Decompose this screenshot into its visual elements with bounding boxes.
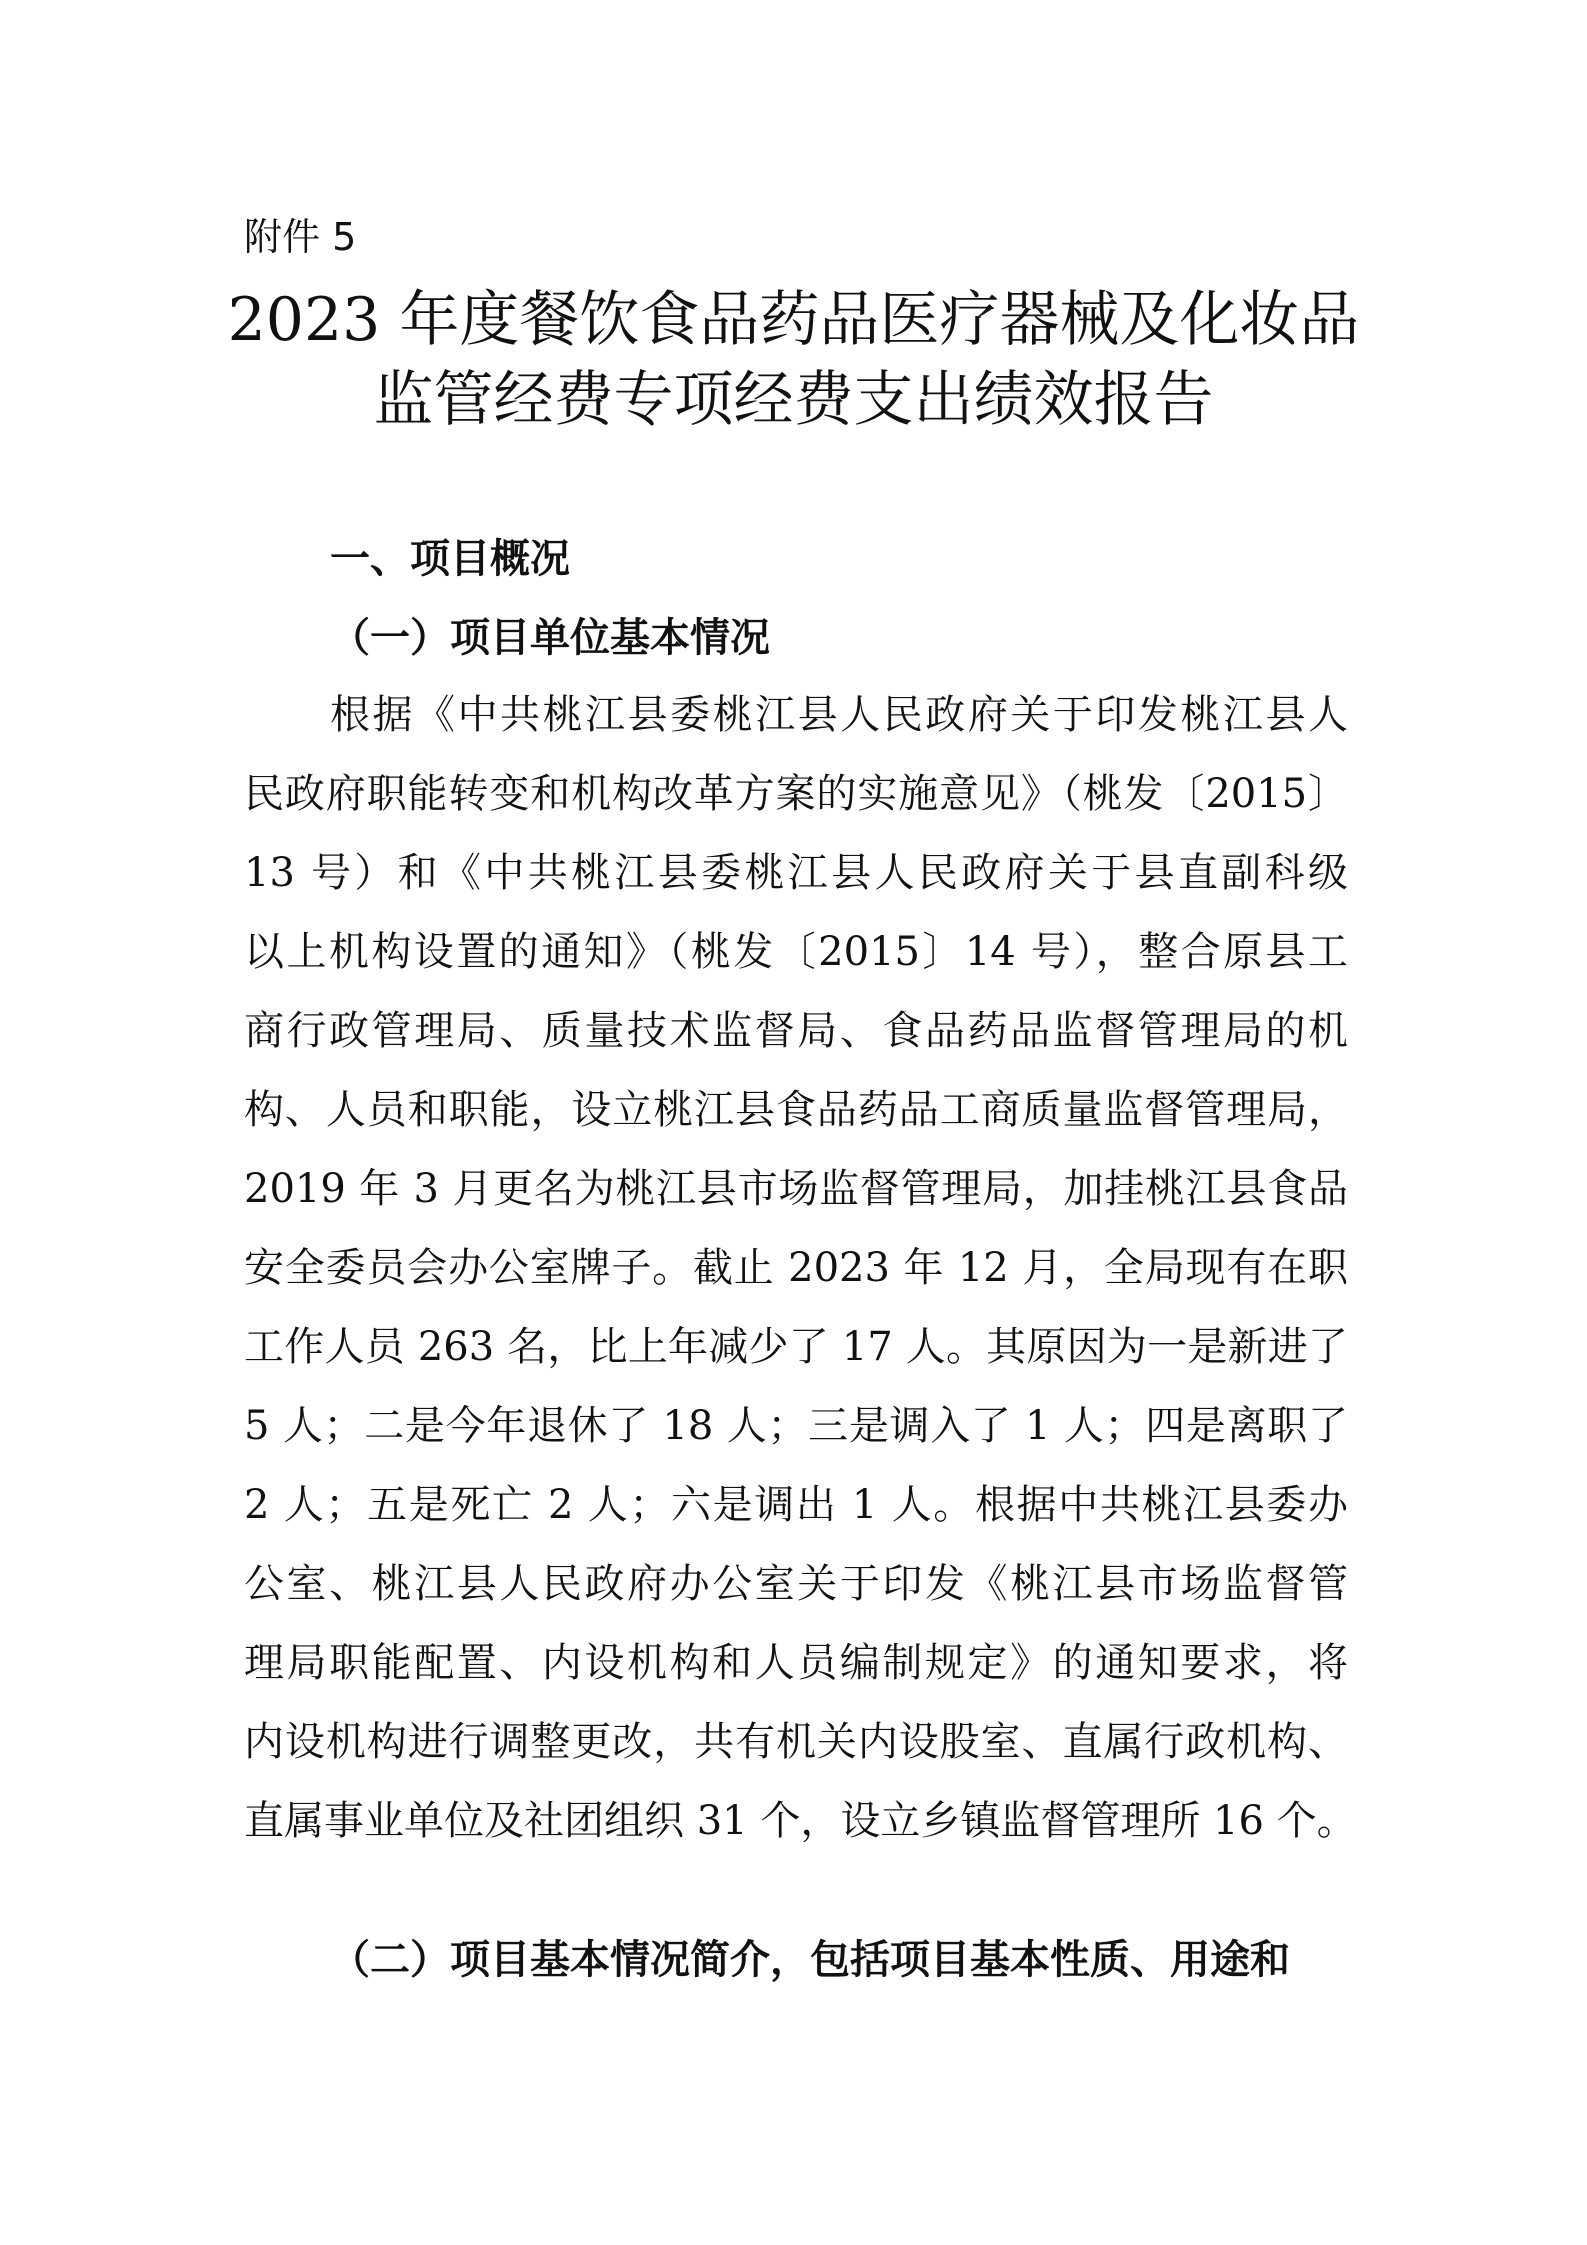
paragraph-line: 2019 年 3 月更名为桃江县市场监督管理局，加挂桃江县食品 <box>244 1166 1348 1212</box>
paragraph-line: 公室、桃江县人民政府办公室关于印发《桃江县市场监督管 <box>244 1561 1348 1607</box>
subsection-heading-unit-basics: （一）项目单位基本情况 <box>330 614 770 661</box>
paragraph-line: 商行政管理局、质量技术监督局、食品药品监督管理局的机 <box>244 1008 1348 1054</box>
paragraph-line: 民政府职能转变和机构改革方案的实施意见》（桃发〔2015〕 <box>244 771 1348 817</box>
paragraph-line: 13 号）和《中共桃江县委桃江县人民政府关于县直副科级 <box>244 850 1348 896</box>
paragraph-line: 工作人员 263 名，比上年减少了 17 人。其原因为一是新进了 <box>244 1324 1348 1370</box>
paragraph-line: 内设机构进行调整更改，共有机关内设股室、直属行政机构、 <box>244 1719 1348 1765</box>
paragraph-line: 根据《中共桃江县委桃江县人民政府关于印发桃江县人 <box>330 692 1348 738</box>
paragraph-line: 理局职能配置、内设机构和人员编制规定》的通知要求，将 <box>244 1640 1348 1686</box>
paragraph-line: 安全委员会办公室牌子。截止 2023 年 12 月，全局现有在职 <box>244 1245 1348 1291</box>
subsection-heading-project-summary: （二）项目基本情况简介，包括项目基本性质、用途和 <box>330 1936 1290 1983</box>
paragraph-line: 5 人；二是今年退休了 18 人；三是调入了 1 人；四是离职了 <box>244 1403 1348 1449</box>
paragraph-line: 直属事业单位及社团组织 31 个，设立乡镇监督管理所 16 个。 <box>244 1798 1357 1844</box>
paragraph-line: 构、人员和职能，设立桃江县食品药品工商质量监督管理局， <box>244 1087 1348 1133</box>
document-title-line-2: 监管经费专项经费支出绩效报告 <box>373 365 1214 435</box>
attachment-label: 附件 5 <box>244 215 357 259</box>
section-heading-project-overview: 一、项目概况 <box>330 536 570 582</box>
paragraph-line: 2 人；五是死亡 2 人；六是调出 1 人。根据中共桃江县委办 <box>244 1482 1348 1528</box>
paragraph-line: 以上机构设置的通知》（桃发〔2015〕14 号），整合原县工 <box>244 929 1348 975</box>
document-title-line-1: 2023 年度餐饮食品药品医疗器械及化妆品 <box>227 285 1360 355</box>
